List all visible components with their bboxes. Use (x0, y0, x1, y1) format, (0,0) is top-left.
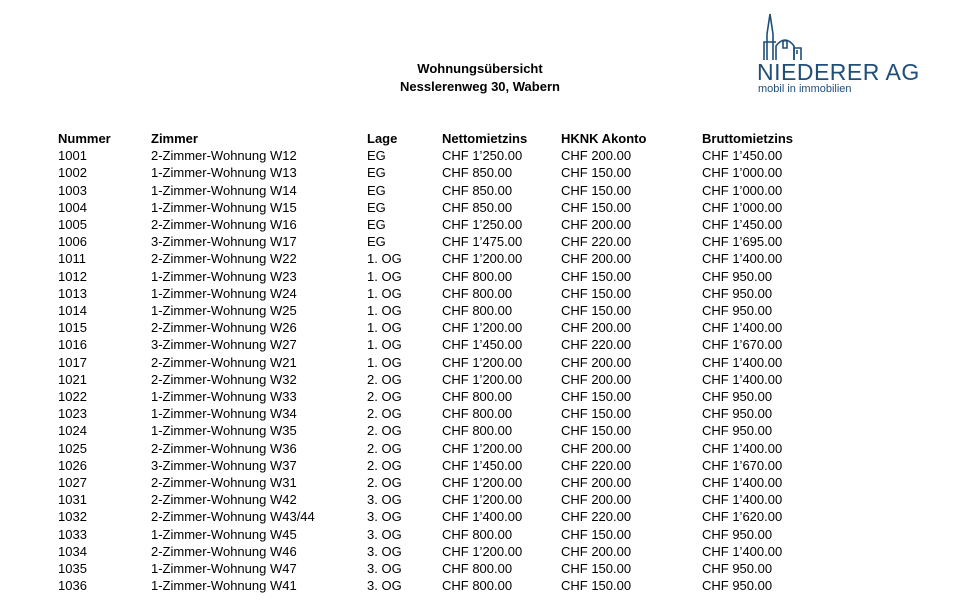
cell-rooms: 3-Zimmer-Wohnung W37 (151, 457, 297, 473)
cell-heating-costs: CHF 200.00 (561, 354, 632, 370)
cell-floor: 1. OG (367, 251, 402, 267)
cell-floor: 2. OG (367, 371, 402, 387)
cell-net-rent: CHF 1’450.00 (442, 457, 523, 473)
column-header-number: Nummer (58, 131, 111, 146)
cell-net-rent: CHF 800.00 (442, 406, 513, 422)
column-header-net-rent: Nettomietzins (442, 131, 528, 146)
cell-gross-rent: CHF 950.00 (702, 561, 773, 577)
table-row (58, 216, 822, 233)
cell-floor: 2. OG (367, 440, 402, 456)
table-row (58, 474, 822, 491)
table-row (58, 388, 822, 405)
cell-heating-costs: CHF 220.00 (561, 234, 632, 250)
cell-net-rent: CHF 1’200.00 (442, 440, 523, 456)
table-header-row (58, 130, 822, 147)
table-row (58, 560, 822, 577)
cell-heating-costs: CHF 150.00 (561, 303, 632, 319)
cell-gross-rent: CHF 1’670.00 (702, 457, 783, 473)
table-row (58, 319, 822, 336)
cell-heating-costs: CHF 150.00 (561, 406, 632, 422)
cell-gross-rent: CHF 1’450.00 (702, 148, 783, 164)
document-heading (330, 60, 630, 96)
cell-gross-rent: CHF 1’695.00 (702, 234, 783, 250)
cell-rooms: 2-Zimmer-Wohnung W46 (151, 543, 297, 559)
cell-heating-costs: CHF 220.00 (561, 509, 632, 525)
cell-heating-costs: CHF 150.00 (561, 182, 632, 198)
apartment-table (58, 130, 822, 594)
cell-net-rent: CHF 1’400.00 (442, 509, 523, 525)
cell-gross-rent: CHF 1’000.00 (702, 199, 783, 215)
cell-rooms: 1-Zimmer-Wohnung W13 (151, 165, 297, 181)
cell-number: 1014 (58, 303, 87, 319)
cell-number: 1027 (58, 475, 87, 491)
cell-number: 1034 (58, 543, 87, 559)
cell-floor: 1. OG (367, 285, 402, 301)
cell-floor: 1. OG (367, 303, 402, 319)
table-row (58, 164, 822, 181)
cell-number: 1001 (58, 148, 87, 164)
table-row (58, 147, 822, 164)
table-row (58, 268, 822, 285)
cell-floor: 2. OG (367, 475, 402, 491)
cell-number: 1013 (58, 285, 87, 301)
cell-gross-rent: CHF 1’400.00 (702, 251, 783, 267)
cell-number: 1024 (58, 423, 87, 439)
cell-floor: 3. OG (367, 509, 402, 525)
cell-number: 1023 (58, 406, 87, 422)
cell-net-rent: CHF 1’200.00 (442, 354, 523, 370)
cell-net-rent: CHF 800.00 (442, 423, 513, 439)
cell-floor: EG (367, 148, 386, 164)
company-name: NIEDERER AG (757, 59, 920, 85)
cell-rooms: 2-Zimmer-Wohnung W43/44 (151, 509, 315, 525)
cell-heating-costs: CHF 200.00 (561, 251, 632, 267)
cell-number: 1022 (58, 389, 87, 405)
cell-net-rent: CHF 1’475.00 (442, 234, 523, 250)
cell-floor: 2. OG (367, 389, 402, 405)
cell-floor: 3. OG (367, 561, 402, 577)
cell-heating-costs: CHF 200.00 (561, 371, 632, 387)
cell-net-rent: CHF 850.00 (442, 182, 513, 198)
cell-net-rent: CHF 800.00 (442, 389, 513, 405)
cell-rooms: 2-Zimmer-Wohnung W21 (151, 354, 297, 370)
cell-rooms: 3-Zimmer-Wohnung W27 (151, 337, 297, 353)
cell-gross-rent: CHF 950.00 (702, 303, 773, 319)
cell-number: 1017 (58, 354, 87, 370)
cell-rooms: 1-Zimmer-Wohnung W41 (151, 578, 297, 594)
cell-net-rent: CHF 800.00 (442, 303, 513, 319)
cell-gross-rent: CHF 950.00 (702, 578, 773, 594)
cell-rooms: 2-Zimmer-Wohnung W32 (151, 371, 297, 387)
cell-number: 1033 (58, 526, 87, 542)
table-row (58, 233, 822, 250)
cell-rooms: 1-Zimmer-Wohnung W47 (151, 561, 297, 577)
cell-floor: EG (367, 234, 386, 250)
cell-floor: 3. OG (367, 492, 402, 508)
table-row (58, 508, 822, 525)
cell-heating-costs: CHF 200.00 (561, 320, 632, 336)
cell-heating-costs: CHF 220.00 (561, 457, 632, 473)
cell-number: 1004 (58, 199, 87, 215)
cell-number: 1002 (58, 165, 87, 181)
cell-floor: 3. OG (367, 578, 402, 594)
cell-rooms: 3-Zimmer-Wohnung W17 (151, 234, 297, 250)
cell-rooms: 2-Zimmer-Wohnung W12 (151, 148, 297, 164)
cell-floor: 2. OG (367, 423, 402, 439)
cell-floor: EG (367, 217, 386, 233)
cell-rooms: 2-Zimmer-Wohnung W42 (151, 492, 297, 508)
cell-gross-rent: CHF 1’400.00 (702, 440, 783, 456)
cell-heating-costs: CHF 200.00 (561, 492, 632, 508)
column-header-heating-costs: HKNK Akonto (561, 131, 647, 146)
cell-gross-rent: CHF 1’000.00 (702, 182, 783, 198)
company-tagline: mobil in immobilien (758, 83, 852, 95)
cell-gross-rent: CHF 1’400.00 (702, 492, 783, 508)
cell-rooms: 2-Zimmer-Wohnung W36 (151, 440, 297, 456)
cell-floor: 2. OG (367, 457, 402, 473)
cell-number: 1035 (58, 561, 87, 577)
cell-heating-costs: CHF 150.00 (561, 561, 632, 577)
cell-heating-costs: CHF 200.00 (561, 440, 632, 456)
cell-gross-rent: CHF 950.00 (702, 389, 773, 405)
cell-heating-costs: CHF 220.00 (561, 337, 632, 353)
cell-gross-rent: CHF 950.00 (702, 406, 773, 422)
cell-gross-rent: CHF 1’400.00 (702, 543, 783, 559)
cell-number: 1015 (58, 320, 87, 336)
cell-heating-costs: CHF 150.00 (561, 389, 632, 405)
cell-net-rent: CHF 800.00 (442, 578, 513, 594)
cell-net-rent: CHF 800.00 (442, 526, 513, 542)
cell-net-rent: CHF 1’200.00 (442, 320, 523, 336)
cell-net-rent: CHF 1’250.00 (442, 148, 523, 164)
table-row (58, 199, 822, 216)
cell-net-rent: CHF 800.00 (442, 561, 513, 577)
cell-heating-costs: CHF 200.00 (561, 217, 632, 233)
table-row (58, 285, 822, 302)
table-row (58, 371, 822, 388)
cell-rooms: 1-Zimmer-Wohnung W45 (151, 526, 297, 542)
cell-floor: 3. OG (367, 526, 402, 542)
cell-rooms: 1-Zimmer-Wohnung W23 (151, 268, 297, 284)
cell-rooms: 1-Zimmer-Wohnung W35 (151, 423, 297, 439)
table-row (58, 526, 822, 543)
table-row (58, 182, 822, 199)
cell-net-rent: CHF 800.00 (442, 285, 513, 301)
cell-number: 1021 (58, 371, 87, 387)
table-row (58, 440, 822, 457)
company-logo (755, 10, 945, 95)
cell-net-rent: CHF 1’200.00 (442, 543, 523, 559)
table-row (58, 577, 822, 594)
cell-rooms: 1-Zimmer-Wohnung W25 (151, 303, 297, 319)
cell-heating-costs: CHF 150.00 (561, 199, 632, 215)
cell-heating-costs: CHF 200.00 (561, 148, 632, 164)
cell-rooms: 1-Zimmer-Wohnung W24 (151, 285, 297, 301)
cell-rooms: 1-Zimmer-Wohnung W34 (151, 406, 297, 422)
cell-number: 1005 (58, 217, 87, 233)
cell-net-rent: CHF 1’450.00 (442, 337, 523, 353)
cell-net-rent: CHF 1’250.00 (442, 217, 523, 233)
table-row (58, 543, 822, 560)
building-logo-icon (761, 12, 805, 60)
cell-floor: EG (367, 165, 386, 181)
cell-gross-rent: CHF 1’000.00 (702, 165, 783, 181)
cell-heating-costs: CHF 150.00 (561, 578, 632, 594)
cell-net-rent: CHF 800.00 (442, 268, 513, 284)
table-row (58, 405, 822, 422)
cell-number: 1026 (58, 457, 87, 473)
cell-heating-costs: CHF 150.00 (561, 423, 632, 439)
cell-gross-rent: CHF 950.00 (702, 423, 773, 439)
cell-net-rent: CHF 1’200.00 (442, 475, 523, 491)
cell-heating-costs: CHF 150.00 (561, 268, 632, 284)
table-row (58, 491, 822, 508)
table-body (58, 147, 822, 594)
cell-net-rent: CHF 850.00 (442, 165, 513, 181)
cell-number: 1011 (58, 251, 86, 267)
cell-heating-costs: CHF 150.00 (561, 526, 632, 542)
column-header-floor: Lage (367, 131, 398, 146)
cell-heating-costs: CHF 200.00 (561, 543, 632, 559)
column-header-gross-rent: Bruttomietzins (702, 131, 793, 146)
cell-number: 1003 (58, 182, 87, 198)
cell-net-rent: CHF 1’200.00 (442, 371, 523, 387)
cell-gross-rent: CHF 1’670.00 (702, 337, 783, 353)
document-address: Nesslerenweg 30, Wabern (400, 79, 560, 94)
cell-gross-rent: CHF 1’400.00 (702, 320, 783, 336)
cell-gross-rent: CHF 950.00 (702, 268, 773, 284)
cell-gross-rent: CHF 1’400.00 (702, 371, 783, 387)
cell-net-rent: CHF 1’200.00 (442, 492, 523, 508)
cell-gross-rent: CHF 1’400.00 (702, 475, 783, 491)
cell-floor: 3. OG (367, 543, 402, 559)
cell-floor: 1. OG (367, 354, 402, 370)
cell-floor: 1. OG (367, 337, 402, 353)
cell-heating-costs: CHF 150.00 (561, 285, 632, 301)
cell-rooms: 2-Zimmer-Wohnung W16 (151, 217, 297, 233)
cell-gross-rent: CHF 950.00 (702, 285, 773, 301)
cell-net-rent: CHF 850.00 (442, 199, 513, 215)
cell-floor: 2. OG (367, 406, 402, 422)
table-row (58, 354, 822, 371)
cell-number: 1012 (58, 268, 87, 284)
cell-rooms: 1-Zimmer-Wohnung W33 (151, 389, 297, 405)
table-row (58, 302, 822, 319)
cell-net-rent: CHF 1’200.00 (442, 251, 523, 267)
cell-gross-rent: CHF 950.00 (702, 526, 773, 542)
cell-number: 1031 (58, 492, 87, 508)
cell-floor: 1. OG (367, 320, 402, 336)
cell-heating-costs: CHF 150.00 (561, 165, 632, 181)
table-row (58, 422, 822, 439)
table-row (58, 250, 822, 267)
cell-number: 1025 (58, 440, 87, 456)
cell-number: 1036 (58, 578, 87, 594)
cell-gross-rent: CHF 1’620.00 (702, 509, 783, 525)
column-header-rooms: Zimmer (151, 131, 198, 146)
cell-rooms: 1-Zimmer-Wohnung W14 (151, 182, 297, 198)
cell-number: 1006 (58, 234, 87, 250)
cell-gross-rent: CHF 1’450.00 (702, 217, 783, 233)
cell-floor: 1. OG (367, 268, 402, 284)
table-row (58, 457, 822, 474)
cell-heating-costs: CHF 200.00 (561, 475, 632, 491)
document-title: Wohnungsübersicht (417, 61, 543, 76)
table-row (58, 336, 822, 353)
cell-rooms: 2-Zimmer-Wohnung W22 (151, 251, 297, 267)
cell-floor: EG (367, 199, 386, 215)
cell-number: 1016 (58, 337, 87, 353)
cell-rooms: 2-Zimmer-Wohnung W26 (151, 320, 297, 336)
cell-number: 1032 (58, 509, 87, 525)
cell-gross-rent: CHF 1’400.00 (702, 354, 783, 370)
cell-rooms: 2-Zimmer-Wohnung W31 (151, 475, 297, 491)
cell-rooms: 1-Zimmer-Wohnung W15 (151, 199, 297, 215)
cell-floor: EG (367, 182, 386, 198)
